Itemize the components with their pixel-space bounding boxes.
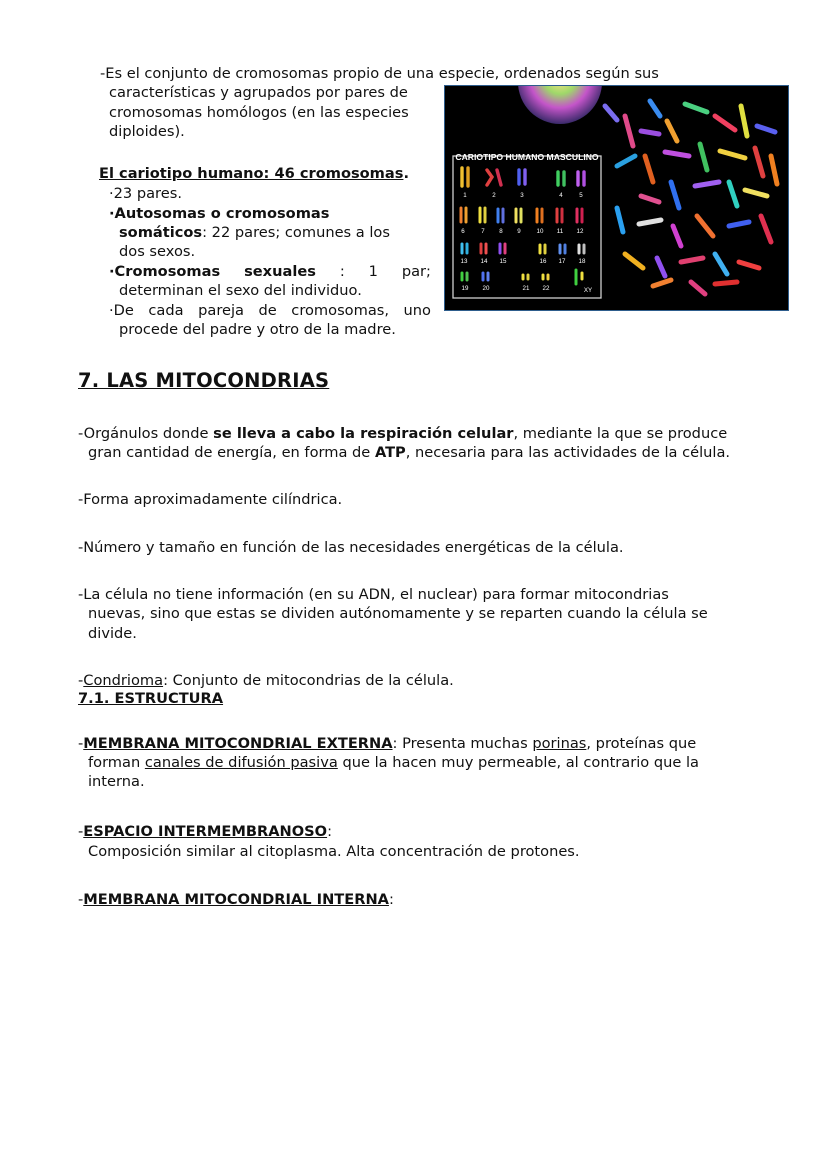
svg-text:18: 18 — [578, 258, 586, 265]
svg-text:12: 12 — [576, 228, 584, 235]
chondriome-paragraph: -Condrioma: Conjunto de mitocondrias de la célula. — [78, 672, 454, 689]
intermembrane-space-heading: -ESPACIO INTERMEMBRANOSO: — [78, 823, 332, 840]
svg-text:2: 2 — [492, 192, 496, 199]
section-7-title: 7. LAS MITOCONDRIAS — [78, 369, 330, 392]
autosomes-line2: somáticos: 22 pares; comunes a los — [119, 224, 390, 241]
svg-text:8: 8 — [499, 228, 503, 235]
svg-text:17: 17 — [558, 258, 566, 265]
organelle-definition-line1: -Orgánulos donde se lleva a cabo la respiración celular, mediante la que se produce — [78, 425, 728, 442]
autosomes-line3: dos sexos. — [119, 243, 196, 260]
karyogram-title: CARIOTIPO HUMANO MASCULINO — [455, 152, 599, 162]
parental-origin-line2: procede del padre y otro de la madre. — [119, 321, 396, 338]
svg-text:XY: XY — [583, 287, 593, 294]
svg-text:16: 16 — [539, 258, 547, 265]
division-paragraph-line1: -La célula no tiene información (en su ADN, el nuclear) para formar mitocondrias — [78, 586, 669, 603]
organelle-definition-line2: gran cantidad de energía, en forma de ATP, necesaria para las actividades de la célula. — [88, 444, 731, 461]
sex-chromosomes-line1: ·Cromosomas sexuales : 1 par; — [109, 263, 431, 280]
division-paragraph-line3: divide. — [88, 625, 137, 642]
svg-text:13: 13 — [460, 258, 468, 265]
svg-text:21: 21 — [522, 285, 530, 292]
karyotype-definition-line4: diploides). — [109, 123, 185, 140]
outer-membrane-line2: forman canales de difusión pasiva que la hacen muy permeable, al contrario que la — [88, 754, 699, 771]
karyotype-definition-line1: -Es el conjunto de cromosomas propio de una especie, ordenados según sus — [100, 65, 659, 82]
svg-text:11: 11 — [556, 228, 564, 235]
svg-text:19: 19 — [461, 285, 469, 292]
pairs-count: ·23 pares. — [109, 185, 182, 202]
svg-text:22: 22 — [542, 285, 550, 292]
svg-text:7: 7 — [481, 228, 485, 235]
karyotype-image — [444, 85, 789, 311]
svg-text:1: 1 — [463, 192, 467, 199]
section-7-1-title: 7.1. ESTRUCTURA — [78, 690, 224, 707]
intermembrane-space-text: Composición similar al citoplasma. Alta concentración de protones. — [88, 843, 580, 860]
svg-text:10: 10 — [536, 228, 544, 235]
number-size-paragraph: -Número y tamaño en función de las necesidades energéticas de la célula. — [78, 539, 624, 556]
division-paragraph-line2: nuevas, sino que estas se dividen autónomamente y se reparten cuando la célula se — [88, 605, 708, 622]
human-karyotype-heading: El cariotipo humano: 46 cromosomas. — [99, 165, 409, 182]
svg-text:5: 5 — [579, 192, 583, 199]
outer-membrane-line1: -MEMBRANA MITOCONDRIAL EXTERNA: Presenta muchas porinas, proteínas que — [78, 735, 697, 752]
svg-text:6: 6 — [461, 228, 465, 235]
svg-text:4: 4 — [559, 192, 563, 199]
parental-origin-line1: ·De cada pareja de cromosomas, uno — [109, 302, 431, 319]
svg-text:20: 20 — [482, 285, 490, 292]
svg-text:9: 9 — [517, 228, 521, 235]
svg-text:15: 15 — [499, 258, 507, 265]
sex-chromosomes-line2: determinan el sexo del individuo. — [119, 282, 362, 299]
karyotype-definition-line2: características y agrupados por pares de — [109, 84, 408, 101]
metaphase-chromosomes — [605, 101, 777, 294]
svg-text:3: 3 — [520, 192, 524, 199]
nucleus-image — [518, 86, 602, 124]
outer-membrane-line3: interna. — [88, 773, 145, 790]
karyotype-definition-line3: cromosomas homólogos (en las especies — [109, 104, 409, 121]
inner-membrane-heading: -MEMBRANA MITOCONDRIAL INTERNA: — [78, 891, 394, 908]
shape-paragraph: -Forma aproximadamente cilíndrica. — [78, 491, 343, 508]
autosomes-line1: ·Autosomas o cromosomas — [109, 205, 330, 222]
svg-text:14: 14 — [480, 258, 488, 265]
